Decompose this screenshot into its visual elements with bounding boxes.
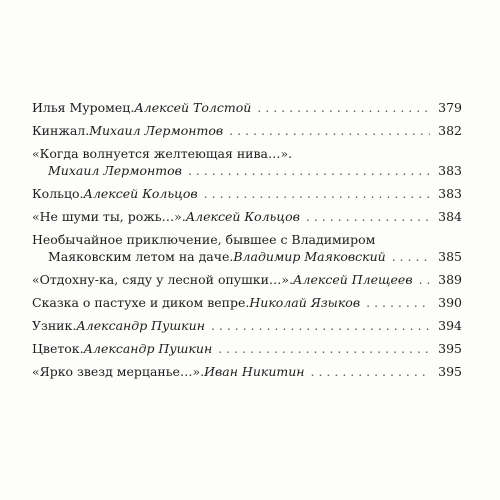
- toc-page-number: 390: [438, 295, 462, 310]
- toc-entry: [32, 145, 462, 179]
- toc-author: Михаил Лермонтов: [89, 123, 224, 138]
- dot-leader: [419, 271, 430, 288]
- dot-leader: [311, 363, 430, 380]
- toc-entry: [32, 185, 462, 202]
- toc-author: Алексей Кольцов: [83, 186, 198, 201]
- toc-author: Михаил Лермонтов: [48, 163, 182, 178]
- toc-entry: [32, 271, 462, 288]
- toc-page-number: 382: [438, 123, 462, 138]
- toc-title: Маяковским летом на даче.: [48, 249, 234, 264]
- toc-entry: [32, 99, 462, 116]
- toc-page-number: 395: [438, 341, 462, 356]
- dot-leader: [218, 340, 430, 357]
- toc-title: «Не шуми ты, рожь…».: [32, 209, 186, 224]
- toc-page-number: 389: [438, 272, 462, 287]
- dot-leader: [188, 162, 430, 179]
- toc-entry: [32, 363, 462, 380]
- toc-page-number: 379: [438, 100, 462, 115]
- toc-title: Цветок.: [32, 341, 84, 356]
- toc-title: Илья Муромец.: [32, 100, 135, 115]
- toc-page-number: 383: [438, 186, 462, 201]
- toc-title: Узник.: [32, 318, 77, 333]
- toc-entry: [32, 340, 462, 357]
- toc-title: «Когда волнуется желтеющая нива…».: [32, 146, 293, 161]
- toc-page-number: 383: [438, 163, 462, 178]
- dot-leader: [306, 208, 430, 225]
- toc-page-number: 385: [438, 249, 462, 264]
- toc-line: [32, 122, 462, 139]
- dot-leader: [366, 294, 430, 311]
- toc-author: Алексей Кольцов: [185, 209, 300, 224]
- table-of-contents: [32, 99, 462, 386]
- toc-author: Александр Пушкин: [83, 341, 213, 356]
- toc-author: Иван Никитин: [204, 364, 305, 379]
- toc-entry: [32, 122, 462, 139]
- toc-line: [32, 162, 462, 179]
- toc-line: [32, 99, 462, 116]
- toc-title: «Отдохну-ка, сяду у лесной опушки…».: [32, 272, 294, 287]
- toc-entry: [32, 294, 462, 311]
- toc-line: [32, 271, 462, 288]
- toc-line: [32, 317, 462, 334]
- toc-title: Кинжал.: [32, 123, 90, 138]
- toc-author: Алексей Плещеев: [293, 272, 413, 287]
- toc-line: [32, 185, 462, 202]
- toc-author: Алексей Толстой: [134, 100, 252, 115]
- toc-entry: [32, 317, 462, 334]
- toc-author: Александр Пушкин: [76, 318, 205, 333]
- dot-leader: [204, 185, 430, 202]
- toc-author: Владимир Маяковский: [233, 249, 386, 264]
- toc-title: Сказка о пастухе и диком вепре.: [32, 295, 250, 310]
- toc-page-number: 394: [438, 318, 462, 333]
- toc-title: Необычайное приключение, бывшее с Владимиром: [32, 232, 376, 247]
- dot-leader: [229, 122, 430, 139]
- toc-page-number: 384: [438, 209, 462, 224]
- toc-entry: [32, 231, 462, 265]
- toc-author: Николай Языков: [249, 295, 361, 310]
- toc-page-number: 395: [438, 364, 462, 379]
- toc-line: [32, 145, 462, 162]
- toc-line: [32, 294, 462, 311]
- toc-title: «Ярко звезд мерцанье…».: [32, 364, 205, 379]
- toc-line: [32, 340, 462, 357]
- toc-line: [32, 208, 462, 225]
- toc-line: [32, 363, 462, 380]
- dot-leader: [211, 317, 430, 334]
- toc-line: [32, 248, 462, 265]
- toc-entry: [32, 208, 462, 225]
- toc-line: [32, 231, 462, 248]
- dot-leader: [392, 248, 430, 265]
- dot-leader: [257, 99, 430, 116]
- toc-title: Кольцо.: [32, 186, 84, 201]
